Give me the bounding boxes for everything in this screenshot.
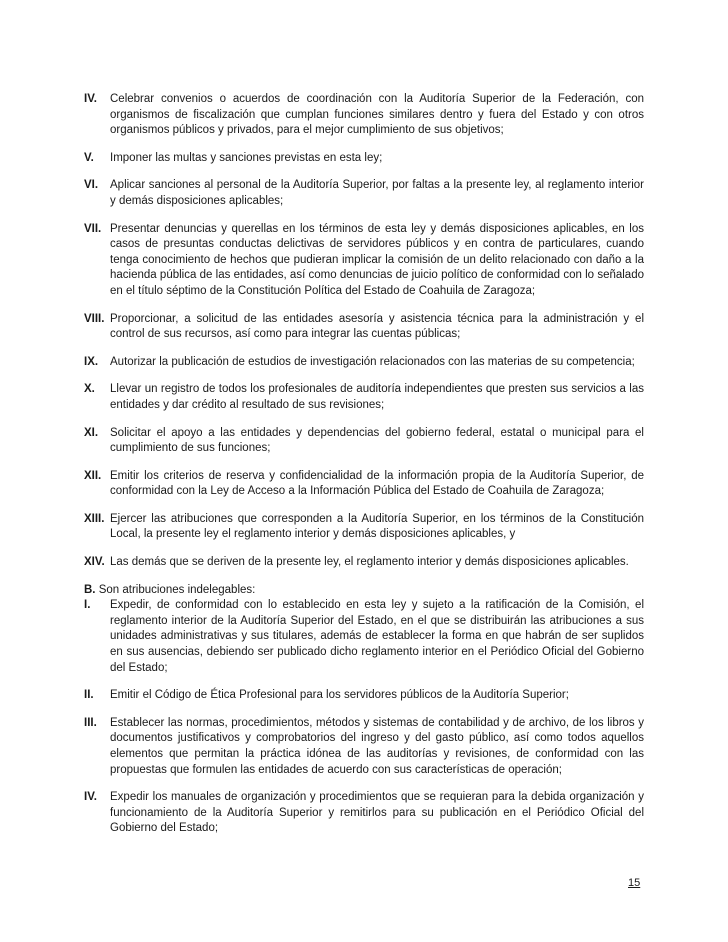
item-number: V. <box>84 151 94 164</box>
document-page <box>84 92 644 849</box>
item-text: Establecer las normas, procedimientos, métodos y sistemas de contabilidad y de archivo, de los libros y documentos justificativos y comprobatorios del ingreso y del gasto público, así como todos aquellos elementos que permitan la práctica idónea de las auditorías y revisiones, de conformidad con las propuestas que formulen las entidades de acuerdo con sus características de operación; <box>110 716 644 776</box>
list-item <box>84 151 644 167</box>
list-item <box>84 688 644 704</box>
list-item <box>84 382 644 413</box>
item-number: IX. <box>84 355 99 368</box>
list-a <box>84 92 644 571</box>
page-number: 15 <box>628 877 641 889</box>
item-number: XIV. <box>84 556 105 569</box>
section-letter: B. <box>84 583 96 596</box>
item-number: XI. <box>84 426 99 439</box>
item-number: XII. <box>84 469 102 482</box>
item-text: Expedir los manuales de organización y procedimientos que se requieran para la debida organización y funcionamiento de la Auditoría Superior y remitirlos para su publicación en el Periódico Oficial del Gobierno del Estado; <box>110 791 644 835</box>
section-b-heading <box>84 583 644 599</box>
item-text: Ejercer las atribuciones que corresponden a la Auditoría Superior, en los términos de la Constitución Local, la presente ley el reglamento interior y demás disposiciones aplicables, y <box>110 512 644 541</box>
item-text: Autorizar la publicación de estudios de investigación relacionados con las materias de su competencia; <box>110 355 635 368</box>
list-item <box>84 716 644 778</box>
item-number: XIII. <box>84 512 105 525</box>
item-number: VII. <box>84 222 102 235</box>
item-text: Presentar denuncias y querellas en los términos de esta ley y demás disposiciones aplicables, en los casos de presuntas conductas delictivas de servidores públicos y en contra de particulares, cuando tenga conocimiento de hechos que pudieran implicar la comisión de un delito relacionado con daño a la hacienda pública de las entidades, así como denuncias de juicio político de conformidad con lo señalado en el título séptimo de la Constitución Política del Estado de Coahuila de Zaragoza; <box>110 222 644 297</box>
item-number: I. <box>84 599 91 612</box>
list-item <box>84 355 644 371</box>
item-number: VIII. <box>84 312 105 325</box>
item-text: Llevar un registro de todos los profesionales de auditoría independientes que presten sus servicios a las entidades y dar crédito al resultado de sus revisiones; <box>110 383 644 411</box>
item-text: Expedir, de conformidad con lo establecido en esta ley y sujeto a la ratificación de la Comisión, el reglamento interior de la Auditoría Superior del Estado, en el que se distribuirán las atribuciones a sus unidades administrativas y sus titulares, además de establecer la forma en que habrán de ser suplidos en sus ausencias, debiendo ser publicado dicho reglamento interior en el Periódico Oficial del Gobierno del Estado; <box>110 599 644 674</box>
item-text: Imponer las multas y sanciones previstas en esta ley; <box>110 151 383 164</box>
list-item <box>84 555 644 571</box>
list-item <box>84 469 644 500</box>
item-number: IV. <box>84 93 98 105</box>
item-number: X. <box>84 383 95 396</box>
list-item <box>84 222 644 300</box>
list-b <box>84 598 644 837</box>
section-heading-text: Son atribuciones indelegables: <box>98 583 256 596</box>
item-text: Emitir los criterios de reserva y confidencialidad de la información propia de la Auditoría Superior, de conformidad con la Ley de Acceso a la Información Pública del Estado de Coahuila de Zaragoza; <box>110 469 644 498</box>
item-number: II. <box>84 689 94 702</box>
list-item <box>84 598 644 676</box>
item-number: III. <box>84 716 97 729</box>
item-text: Aplicar sanciones al personal de la Auditoría Superior, por faltas a la presente ley, al reglamento interior y demás disposiciones aplicables; <box>110 179 644 207</box>
item-number: IV. <box>84 791 98 804</box>
item-number: VI. <box>84 179 99 192</box>
list-item <box>84 92 644 139</box>
item-text: Emitir el Código de Ética Profesional para los servidores públicos de la Auditoría Superior; <box>110 689 569 702</box>
list-item <box>84 312 644 343</box>
list-item <box>84 790 644 837</box>
item-text: Celebrar convenios o acuerdos de coordinación con la Auditoría Superior de la Federación, con organismos de fiscalización que cumplan funciones similares dentro y fuera del Estado y con otros organismos públicos y privados, para el mejor cumplimiento de sus objetivos; <box>110 93 644 137</box>
list-item <box>84 426 644 457</box>
list-item <box>84 178 644 209</box>
list-item <box>84 512 644 543</box>
item-text: Solicitar el apoyo a las entidades y dependencias del gobierno federal, estatal o municipal para el cumplimiento de sus funciones; <box>110 426 644 455</box>
item-text: Proporcionar, a solicitud de las entidades asesoría y asistencia técnica para la administración y el control de sus recursos, así como para integrar las cuentas públicas; <box>110 312 644 341</box>
item-text: Las demás que se deriven de la presente ley, el reglamento interior y demás disposiciones aplicables. <box>110 556 629 569</box>
